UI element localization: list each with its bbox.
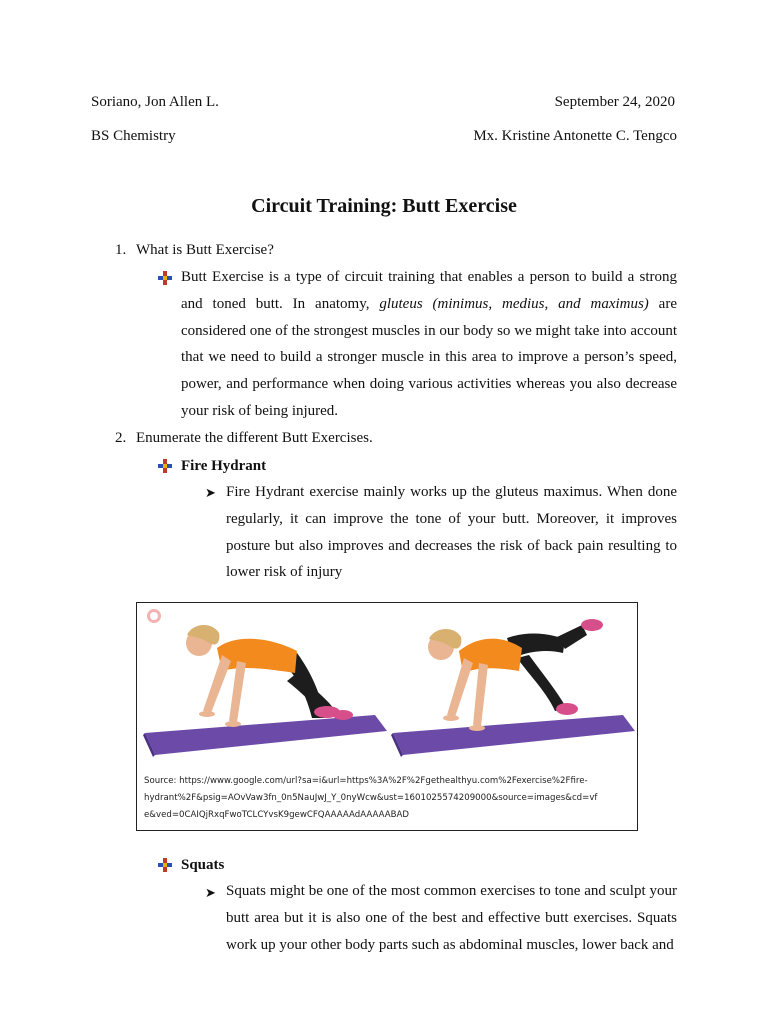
exercise-name-squats: Squats <box>181 857 225 873</box>
watermark-logo-icon <box>147 609 161 623</box>
exercise-pose-start <box>143 625 387 757</box>
caption-line: e&ved=0CAIQjRxqFwoTCLCYvsK9gewCFQAAAAAdAAAAABAD <box>144 810 409 820</box>
q1-number: 1. <box>115 242 127 258</box>
q1-answer-text-start: Butt Exercise is a type of circuit training that enables a person to build a strong and toned butt. In anatomy, <box>181 269 677 312</box>
fire-hydrant-illustration <box>137 603 637 768</box>
exercise-description-squats: Squats might be one of the most common exercises to tone and sculpt your butt area but it is also one of the best and effective butt exercises. Squats work up your other body parts such as abdominal muscles, lower back and <box>226 883 677 953</box>
bullet-cross-icon <box>157 857 173 873</box>
exercise-description-fire-hydrant: Fire Hydrant exercise mainly works up the gluteus maximus. When done regularly, it can improve the tone of your butt. Moreover, it improves posture but also improves and decreases the risk of back pain resulting to lower risk of injury <box>226 484 677 581</box>
exercise-pose-raised <box>391 619 635 757</box>
q1-question: What is Butt Exercise? <box>136 242 274 258</box>
caption-line: hydrant%2F&psig=AOvVaw3fn_0n5NauJwJ_Y_0nyWcw&ust=1601025574209000&source=images&cd=vf <box>144 793 598 803</box>
arrow-right-icon: ➤ <box>205 485 216 500</box>
page-title: Circuit Training: Butt Exercise <box>251 195 517 217</box>
caption-line: Source: https://www.google.com/url?sa=i&url=https%3A%2F%2Fgethealthyu.com%2Fexercise%2Ffire- <box>144 776 588 786</box>
q1-answer <box>181 264 677 425</box>
document-date: September 24, 2020 <box>554 94 675 110</box>
bullet-cross-icon <box>157 458 173 474</box>
instructor-name: Mx. Kristine Antonette C. Tengco <box>473 128 677 144</box>
course-name: BS Chemistry <box>91 128 176 144</box>
q1-answer-text-end: are considered one of the strongest muscles in our body so we might take into account that we need to build a stronger muscle in this area to improve a person’s speed, power, and performance when doing various activities whereas you also decrease your risk of being injured. <box>181 295 677 419</box>
figure-source-caption <box>144 773 632 824</box>
q2-number: 2. <box>115 430 127 446</box>
exercise-name-fire-hydrant: Fire Hydrant <box>181 458 267 474</box>
exercise-figure <box>136 602 638 831</box>
author-name: Soriano, Jon Allen L. <box>91 94 219 110</box>
arrow-right-icon: ➤ <box>205 885 216 900</box>
q1-answer-italic-term: gluteus (minimus, medius, and maximus) <box>379 295 649 312</box>
bullet-cross-icon <box>157 270 173 286</box>
q2-question: Enumerate the different Butt Exercises. <box>136 430 373 446</box>
